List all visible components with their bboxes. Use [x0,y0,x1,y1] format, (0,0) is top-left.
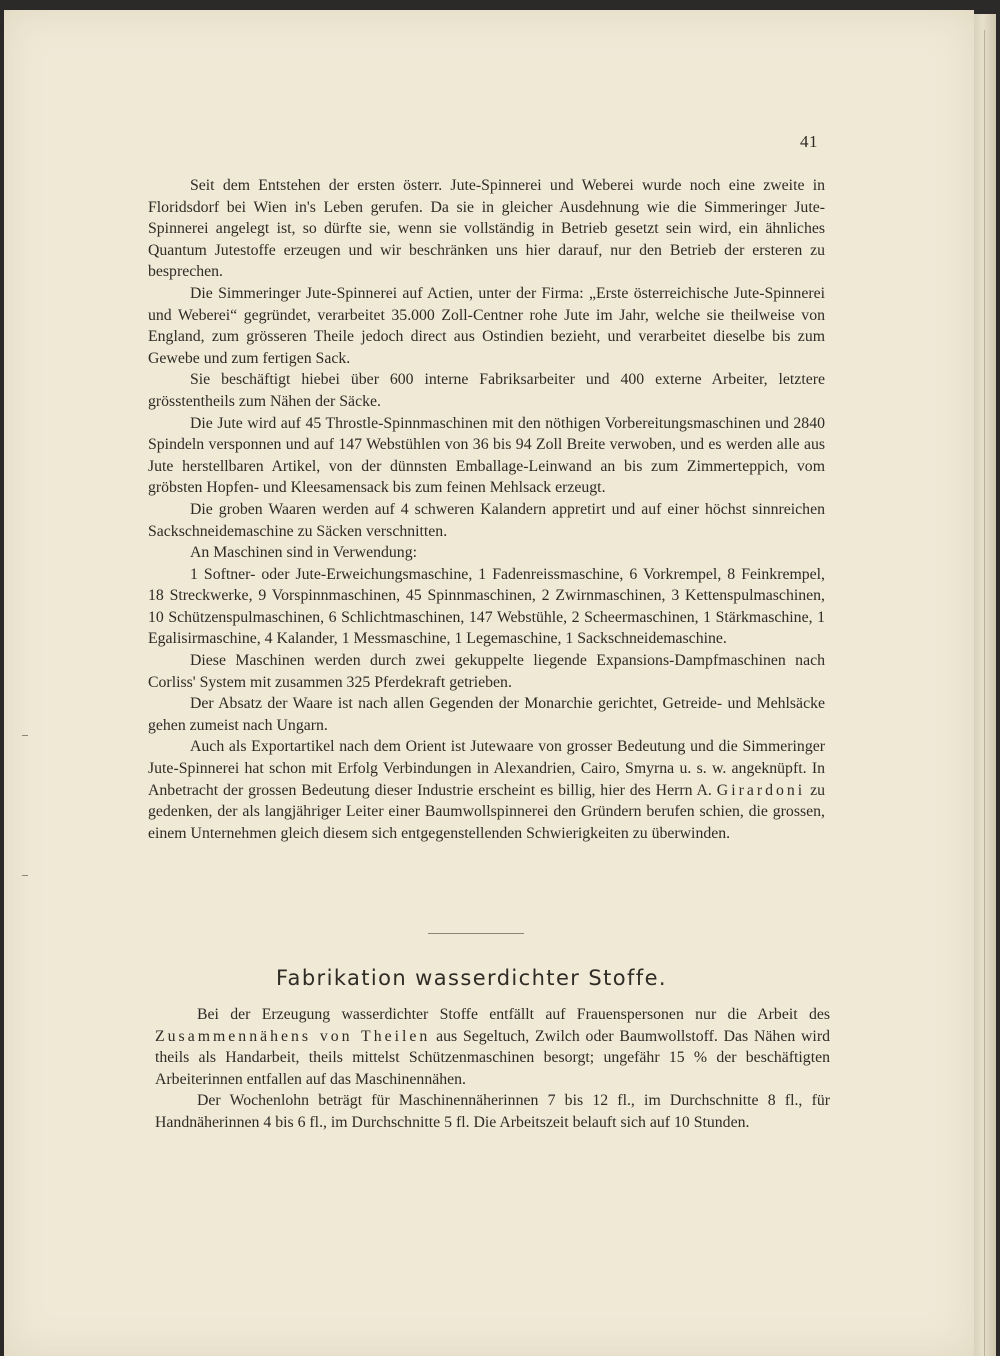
paragraph [155,1004,830,1090]
emphasized-text: Zusammennähens von Theilen [155,1027,431,1045]
paragraph: Seit dem Entstehen der ersten österr. Jute-Spinnerei und Weberei wurde noch eine zweite in Floridsdorf bei Wien in's Leben gerufen. Da sie in gleicher Ausdehnung wie die Simmeringer Jute-Spinnerei angelegt ist, so dürfte sie, wenn sie vollständig in Betrieb gesetzt sein wird, ein ähnliches Quantum Jutestoffe erzeugen und wir beschränken uns hier darauf, nur den Betrieb der ersteren zu besprechen. [148,177,825,281]
paragraph: Der Wochenlohn beträgt für Maschinennäherinnen 7 bis 12 fl., im Durchschnitte 8 fl., für Handnäherinnen 4 bis 6 fl., im Durchschnitte 5 fl. Die Arbeitszeit belauft sich auf 10 Stunden. [155,1092,830,1131]
person-name: Girardoni [716,781,806,799]
paragraph-text: Auch als Exportartikel nach dem Orient ist Jutewaare von grosser Bedeutung und die Simmeringer Jute-Spinnerei hat schon mit Erfolg Verbindungen in Alexandrien, Cairo, Smyrna u. s. w. angeknüpft. In Anbetracht der grossen Bedeutung dieser Industrie erscheint es billig, hier des Herrn A. [148,738,825,799]
paragraph-text: Bei der Erzeugung wasserdichter Stoffe entfällt auf Frauenspersonen nur die Arbeit des [197,1006,830,1023]
waterproof-section-text [155,1004,830,1134]
margin-mark [22,875,28,876]
margin-mark [22,735,28,736]
section-heading: Fabrikation wasserdichter Stoffe. [276,966,667,990]
page-edge-line [984,30,985,1356]
paragraph: Diese Maschinen werden durch zwei gekuppelte liegende Expansions-Dampfmaschinen nach Corliss' System mit zusammen 325 Pferdekraft getrieben. [148,652,825,691]
paragraph [148,736,825,844]
paragraph: Die Jute wird auf 45 Throstle-Spinnmaschinen mit den nöthigen Vorbereitungsmaschinen und 2840 Spindeln versponnen und auf 147 Webstühlen von 36 bis 94 Zoll Breite verwoben, und es werden alle aus Jute herstellbaren Artikel, von der dünnsten Emballage-Leinwand an bis zum Zimmerteppich, vom gröbsten Hopfen- und Kleesamensack bis zum feinen Mehlsack erzeugt. [148,414,825,497]
paragraph-text: zu gedenken, der als langjähriger Leiter einer Baumwollspinnerei den Gründern berufen schien, die grossen, einem Unternehmen gleich diesem sich entgegenstellenden Schwierigkeiten zu überwinden. [148,781,826,842]
page-number: 41 [800,132,818,151]
section-divider [428,933,524,934]
jute-section-text [148,175,825,844]
paragraph: Sie beschäftigt hiebei über 600 interne Fabriksarbeiter und 400 externe Arbeiter, letztere grösstentheils zum Nähen der Säcke. [148,371,825,410]
paragraph: An Maschinen sind in Verwendung: [190,544,417,562]
paragraph: Der Absatz der Waare ist nach allen Gegenden der Monarchie gerichtet, Getreide- und Mehlsäcke gehen zumeist nach Ungarn. [148,695,825,734]
page-edge [974,14,996,1356]
paragraph-text: aus Segeltuch, Zwilch oder Baumwollstoff. Das Nähen wird theils als Handarbeit, theils mittelst Schützenmaschinen besorgt; ungefähr 15 % der beschäftigten Arbeiterinnen entfallen auf das Maschinennähen. [155,1027,830,1088]
paragraph: Die Simmeringer Jute-Spinnerei auf Actien, unter der Firma: „Erste österreichische Jute-Spinnerei und Weberei“ gegründet, verarbeitet 35.000 Zoll-Centner rohe Jute im Jahr, welche sie theilweise von England, zum grösseren Theile jedoch direct aus Ostindien bezieht, und verarbeitet dieselbe bis zum Gewebe und zum fertigen Sack. [148,284,825,367]
paragraph: Die groben Waaren werden auf 4 schweren Kalandern appretirt und auf einer höchst sinnreichen Sackschneidemaschine zu Säcken verschnitten. [148,500,825,540]
machine-list-paragraph: 1 Softner- oder Jute-Erweichungsmaschine, 1 Fadenreissmaschine, 6 Vorkrempel, 8 Feinkrempel, 18 Streckwerke, 9 Vorspinnmaschinen, 45 Spinnmaschinen, 2 Zwirnmaschinen, 3 Kettenspulmaschinen, 10 Schützenspulmaschinen, 6 Schlichtmaschinen, 147 Webstühle, 2 Scheermaschinen, 1 Stärkmaschine, 1 Egalisirmaschine, 4 Kalander, 1 Messmaschine, 1 Legemaschine, 1 Sackschneidemaschine. [148,565,825,648]
